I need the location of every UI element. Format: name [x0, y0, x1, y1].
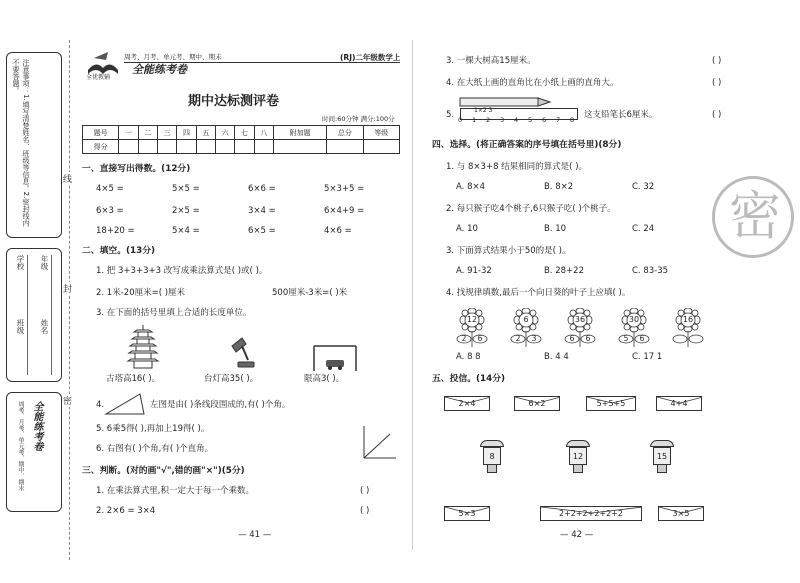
score-cell: 二: [138, 126, 157, 140]
brand-vertical-sub: 周考、月考、单元考、期中、期末: [17, 401, 24, 491]
option: A. 8×4: [456, 182, 486, 192]
flower-left-leaf-number: 5: [623, 334, 629, 343]
score-input[interactable]: [327, 140, 363, 154]
letter-card[interactable]: [586, 396, 636, 411]
score-input[interactable]: [138, 140, 157, 154]
brand-box: [6, 392, 62, 512]
option: C. 32: [632, 182, 655, 192]
calc-item: 6×5 =: [248, 226, 276, 236]
flower-center-number: 36: [574, 315, 586, 324]
fill-q2b: 500厘米-3米=( )米: [272, 288, 348, 298]
score-cell: 得分: [83, 140, 119, 154]
judge-paren[interactable]: ( ): [712, 78, 722, 88]
field-name: 姓名: [40, 319, 49, 334]
student-info-box: [6, 248, 62, 382]
flower-left-leaf-number: 6: [569, 334, 575, 343]
pagoda-image: [126, 324, 160, 370]
letter-card-text: 6×2: [528, 399, 546, 408]
score-table: [82, 125, 400, 154]
judge-q1: 1. 在乘法算式里,积一定大于每一个乘数。: [96, 486, 255, 496]
secret-stamp: [712, 176, 794, 258]
calc-item: 6×4+9 =: [324, 206, 365, 216]
calc-item: 18+20 =: [96, 226, 135, 236]
score-cell: 题号: [83, 126, 119, 140]
ruler-tick: 1: [472, 116, 477, 124]
score-cell: 六: [216, 126, 235, 140]
ruler-tick: 2: [486, 116, 491, 124]
option: A. 10: [456, 224, 478, 234]
fill-q3: 3. 在下面的括号里填上合适的长度单位。: [96, 308, 252, 318]
page-title: 期中达标测评卷: [188, 94, 280, 109]
limit-label: 限高3( )。: [304, 374, 345, 384]
judge-q3: 3. 一棵大树高15厘米。: [446, 56, 536, 66]
page-divider: [412, 40, 413, 550]
mailbox-roof-icon: [480, 440, 504, 447]
score-header-row: [83, 126, 400, 140]
calc-item: 4×6 =: [324, 226, 352, 236]
letter-card-text: 5×3: [458, 509, 476, 518]
stamp-char: 密: [728, 187, 781, 247]
seal-word-seal: 封: [63, 282, 72, 295]
ruler-tick: 8: [570, 116, 575, 124]
choice-q2: 2. 每只猴子吃4个桃子,6只猴子吃( )个桃子。: [446, 204, 616, 214]
fill-q6: 6. 右图有( )个角,有( )个直角。: [96, 444, 214, 454]
calc-item: 5×3+5 =: [324, 184, 365, 194]
option: C. 17 1: [632, 352, 663, 362]
height-limit-image: [310, 342, 360, 372]
mailbox-number: 12: [569, 447, 587, 465]
fill-q1: 1. 把 3+3+3+3 改写成乘法算式是( )或( )。: [96, 266, 268, 276]
mailbox: [650, 440, 674, 474]
flower-center-number: 30: [628, 315, 640, 324]
calc-item: 6×3 =: [96, 206, 124, 216]
letter-card[interactable]: [656, 396, 702, 411]
score-cell: 七: [235, 126, 254, 140]
judge-q5: 这支铅笔长6厘米。: [584, 110, 658, 120]
flower-center-number: 6: [523, 315, 529, 324]
judge-paren[interactable]: ( ): [712, 56, 722, 66]
brand-logo: [86, 50, 120, 80]
page-number-left: — 41 —: [238, 530, 272, 540]
fill-q4-num: 4.: [96, 400, 105, 410]
letter-card[interactable]: [514, 396, 560, 411]
judge-paren[interactable]: ( ): [712, 110, 722, 120]
calc-item: 5×4 =: [172, 226, 200, 236]
fill-q2a: 2. 1米-20厘米=( )厘米: [96, 288, 186, 298]
mailbox-number: 15: [653, 447, 671, 465]
score-input[interactable]: [274, 140, 327, 154]
score-cell: 一: [119, 126, 138, 140]
mailbox-post-icon: [487, 465, 497, 473]
flower-right-leaf-number: 6: [585, 334, 591, 343]
lamp-label: 台灯高35( )。: [204, 374, 259, 384]
page-number-right: — 42 —: [560, 530, 594, 540]
letter-card-text: 4+4: [670, 399, 688, 408]
ruler-tick: 5: [528, 116, 533, 124]
option: A. 91-32: [456, 266, 492, 276]
option: A. 8 8: [456, 352, 481, 362]
triangle-figure: [104, 392, 146, 416]
calc-item: 4×5 =: [96, 184, 124, 194]
letter-card-text: 2+2+2+2+2+2: [558, 509, 624, 518]
score-input[interactable]: [363, 140, 399, 154]
sunflower: [454, 308, 490, 348]
sunflower: [616, 308, 652, 348]
letter-card[interactable]: [540, 506, 642, 521]
mailbox-roof-icon: [650, 440, 674, 447]
score-value-row: [83, 140, 400, 154]
pagoda-label: 古塔高16( )。: [106, 374, 161, 384]
fill-q5: 5. 6乘5得( ),再加上19得( )。: [96, 424, 210, 434]
flower-left-leaf-number: 2: [515, 334, 521, 343]
score-input[interactable]: [157, 140, 176, 154]
mailbox-post-icon: [657, 465, 667, 473]
field-class: 班级: [16, 319, 25, 334]
flower-center-number: 16: [682, 315, 694, 324]
ruler-inner-label: 1×2 3: [474, 107, 493, 114]
letter-card[interactable]: [658, 506, 704, 521]
ruler-tick: 0: [458, 116, 463, 124]
calc-item: 3×4 =: [248, 206, 276, 216]
option: B. 4 4: [544, 352, 569, 362]
time-score: 时间:60分钟 满分:100分: [322, 115, 395, 123]
score-cell: 五: [196, 126, 215, 140]
mailbox-roof-icon: [566, 440, 590, 447]
flower-left-leaf-number: 2: [461, 334, 467, 343]
calc-item: 5×5 =: [172, 184, 200, 194]
letter-card[interactable]: [444, 506, 490, 521]
sec5-title: 五、投信。(14分): [432, 374, 506, 384]
letter-card[interactable]: [444, 396, 490, 411]
option: B. 8×2: [544, 182, 574, 192]
notice-text: 注意事项：1.填写清楚姓名、班级等信息。2.密封线内不要答题。: [12, 59, 30, 227]
option: B. 10: [544, 224, 567, 234]
mailbox-number: 8: [483, 447, 501, 465]
judge-q5-num: 5.: [446, 110, 455, 120]
binding-margin: [0, 0, 78, 583]
choice-q3: 3. 下面算式结果小于50的是( )。: [446, 246, 571, 256]
tagline: 周考、月考、单元考、期中、期末: [124, 53, 222, 61]
score-input[interactable]: [119, 140, 138, 154]
score-input[interactable]: [254, 140, 273, 154]
ruler-tick: 6: [542, 116, 547, 124]
flower-right-leaf-number: 6: [639, 334, 645, 343]
brand-vertical: 全能练考卷: [31, 401, 42, 451]
letter-card-text: 2×4: [458, 399, 476, 408]
option: B. 28+22: [544, 266, 584, 276]
judge-paren[interactable]: ( ): [360, 486, 370, 496]
angle-figure: [362, 424, 398, 460]
seal-line: [69, 40, 70, 560]
calc-item: 6×6 =: [248, 184, 276, 194]
score-input[interactable]: [235, 140, 254, 154]
letter-card-text: 5+5+5: [596, 399, 626, 408]
sunflower: [508, 308, 544, 348]
grade-label: (RJ)二年级数学上: [340, 53, 401, 62]
field-school: 学校: [16, 255, 25, 270]
ruler-tick: 3: [500, 116, 505, 124]
judge-paren[interactable]: ( ): [360, 506, 370, 516]
fill-q4: 左图是由( )条线段围成的,有( )个角。: [150, 400, 291, 410]
judge-q2: 2. 2×6 = 3×4: [96, 506, 156, 516]
ruler-tick: 4: [514, 116, 519, 124]
calc-item: 2×5 =: [172, 206, 200, 216]
logo-text: 全优教辅: [86, 74, 111, 81]
score-input[interactable]: [216, 140, 235, 154]
score-input[interactable]: [177, 140, 196, 154]
mailbox-post-icon: [573, 465, 583, 473]
sec1-title: 一、直接写出得数。(12分): [82, 164, 191, 174]
sunflower: [670, 308, 706, 348]
sunflower: [562, 308, 598, 348]
flower-right-leaf-number: 3: [531, 334, 537, 343]
sec3-title: 三、判断。(对的画"√",错的画"×")(5分): [82, 466, 245, 476]
flower-right-leaf-number: 6: [477, 334, 483, 343]
choice-q1: 1. 与 8×3+8 结果相同的算式是( )。: [446, 162, 588, 172]
choice-q4: 4. 找规律填数,最后一个向日葵的叶子上应填( )。: [446, 288, 631, 298]
ruler-figure: [458, 96, 580, 126]
option: C. 83-35: [632, 266, 669, 276]
brand-title: 全能练考卷: [132, 63, 187, 76]
judge-q4: 4. 在大纸上画的直角比在小纸上画的直角大。: [446, 78, 619, 88]
score-cell: 八: [254, 126, 273, 140]
desk-lamp-image: [228, 336, 258, 370]
sec2-title: 二、填空。(13分): [82, 246, 156, 256]
notice-box: [6, 52, 62, 238]
option: C. 24: [632, 224, 655, 234]
score-cell: 总分: [327, 126, 363, 140]
score-cell: 等级: [363, 126, 399, 140]
seal-word-line: 线: [63, 172, 72, 185]
score-input[interactable]: [196, 140, 215, 154]
score-cell: 四: [177, 126, 196, 140]
letter-card-text: 3×5: [672, 509, 690, 518]
mailbox: [480, 440, 504, 474]
seal-word-secret: 密: [63, 394, 72, 407]
sec4-title: 四、选择。(将正确答案的序号填在括号里)(8分): [432, 140, 622, 150]
flower-center-number: 12: [466, 315, 478, 324]
ruler-tick: 7: [556, 116, 561, 124]
score-cell: 三: [157, 126, 176, 140]
score-cell: 附加题: [274, 126, 327, 140]
mailbox: [566, 440, 590, 474]
field-grade: 年级: [40, 255, 49, 270]
sunflower-icon: [670, 308, 706, 348]
